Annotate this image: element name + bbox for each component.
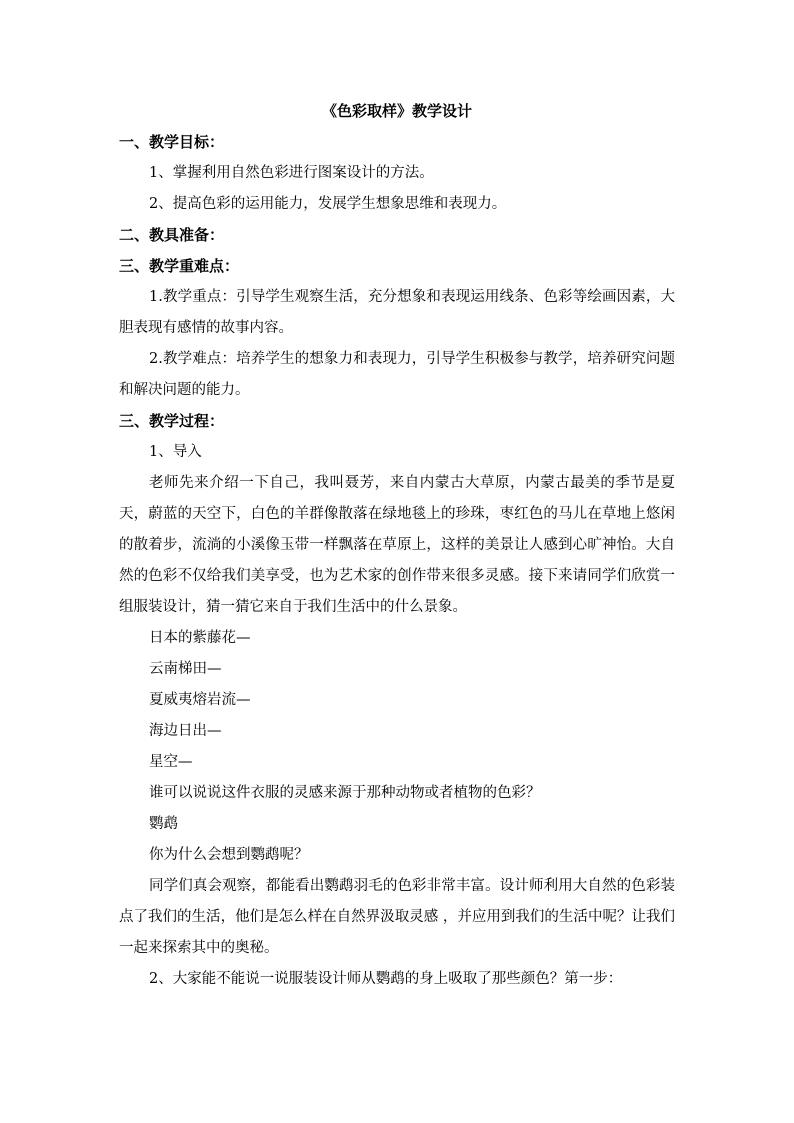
question-line: 谁可以说说这件衣服的灵感来源于那种动物或者植物的色彩？ bbox=[149, 785, 541, 801]
scene-item-1: 日本的紫藤花— bbox=[149, 630, 251, 646]
document-body bbox=[119, 96, 675, 995]
summary-paragraph: 同学们真会观察，都能看出鹦鹉羽毛的色彩非常丰富。设计师利用大自然的色彩装点了我们的生活，他们是怎么样在自然界汲取灵感 ，并应用到我们的生活中呢？让我们一起来探索其中的奥秘。 bbox=[119, 878, 675, 956]
scene-item-5: 星空— bbox=[149, 754, 193, 770]
section-heading-process: 三、教学过程： bbox=[119, 412, 225, 430]
intro-label: 1、导入 bbox=[149, 444, 202, 460]
follow-up-line: 你为什么会想到鹦鹉呢？ bbox=[149, 847, 309, 863]
intro-paragraph: 老师先来介绍一下自己，我叫聂芳，来自内蒙古大草原，内蒙古最美的季节是夏天，蔚蓝的天空下，白色的羊群像散落在绿地毯上的珍珠，枣红色的马儿在草地上悠闲的散着步，流淌的小溪像玉带一样飘落在草原上，这样的美景让人感到心旷神怡。大自然的色彩不仅给我们美享受，也为艺术家的创作带来很多灵感。接下来请同学们欣赏一组服装设计，猜一猜它来自于我们生活中的什么景象。 bbox=[119, 475, 675, 615]
goal-item-1: 1、掌握利用自然色彩进行图案设计的方法。 bbox=[149, 165, 434, 181]
document-title: 《色彩取样》教学设计 bbox=[321, 102, 472, 120]
scene-item-4: 海边日出— bbox=[149, 723, 222, 739]
section-heading-prep: 二、教具准备： bbox=[119, 226, 225, 244]
section-heading-goals: 一、教学目标： bbox=[119, 133, 225, 151]
step-two-line: 2、大家能不能说一说服装设计师从鹦鹉的身上吸取了那些颜色？第一步： bbox=[149, 971, 623, 987]
scene-item-2: 云南梯田— bbox=[149, 661, 222, 677]
key-point-paragraph-1: 1.教学重点：引导学生观察生活，充分想象和表现运用线条、色彩等绘画因素，大胆表现有感情的故事内容。 bbox=[119, 289, 675, 336]
scene-item-3: 夏威夷熔岩流— bbox=[149, 692, 251, 708]
key-point-paragraph-2: 2.教学难点：培养学生的想象力和表现力，引导学生积极参与教学，培养研究问题和解决问题的能力。 bbox=[119, 351, 675, 398]
answer-line: 鹦鹉 bbox=[149, 816, 178, 832]
section-heading-key-points: 三、教学重难点： bbox=[119, 257, 240, 275]
goal-item-2: 2、提高色彩的运用能力，发展学生想象思维和表现力。 bbox=[149, 196, 507, 212]
